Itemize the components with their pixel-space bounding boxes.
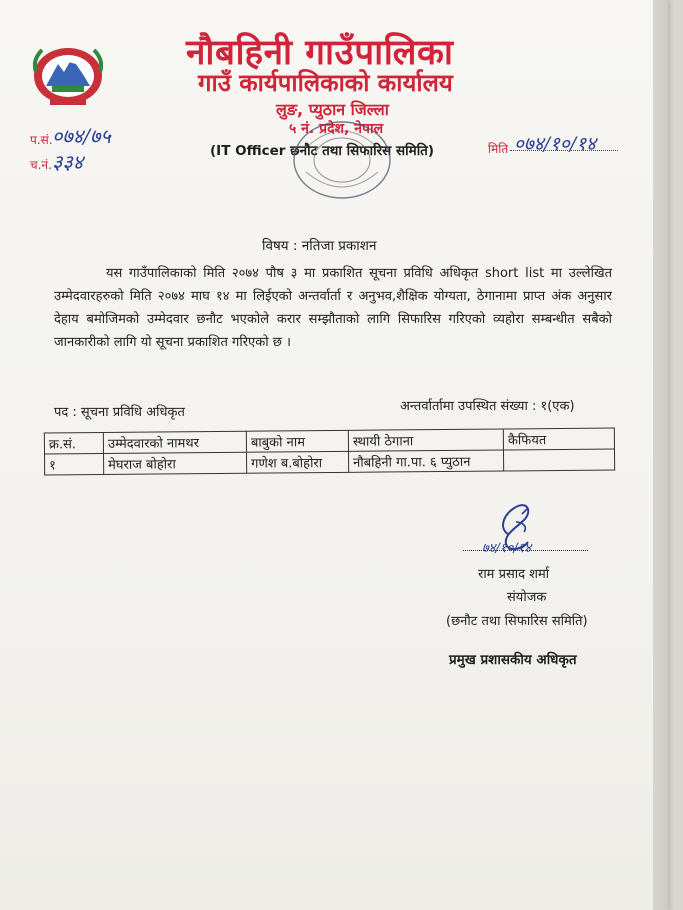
cell-address: नौबहिनी गा.पा. ६ प्युठान [348, 450, 503, 472]
signature-line [463, 550, 588, 551]
cell-remarks [503, 449, 614, 471]
office-address: लुङ, प्युठान जिल्ला [276, 100, 389, 119]
result-table [44, 428, 615, 476]
province-line: ५ नं. प्रदेश, नेपाल [289, 121, 384, 137]
signatory-role: संयोजक [507, 590, 547, 605]
attendance-line: अन्तर्वार्तामा उपस्थित संख्या : १(एक) [400, 399, 575, 414]
ps-label: प.सं. [30, 133, 53, 147]
date-underline [510, 150, 618, 151]
municipality-name: नौबहिनी गाउँपालिका [186, 33, 454, 73]
table-row [45, 449, 615, 475]
col-address: स्थायी ठेगाना [348, 429, 503, 451]
date-label: मिति [488, 142, 509, 156]
cn-value: ३३४ [52, 150, 84, 174]
subject-line: विषय : नतिजा प्रकाशन [262, 238, 377, 254]
signature-date: ७४/१०/१४ [482, 541, 532, 556]
cell-name: मेघराज बोहोरा [104, 452, 247, 474]
chief-officer: प्रमुख प्रशासकीय अधिकृत [449, 652, 577, 668]
signatory-name: राम प्रसाद शर्मा [478, 567, 550, 582]
ps-value: ०७४/७५ [52, 124, 111, 148]
signatory-committee: (छनौट तथा सिफारिस समिति) [446, 614, 588, 629]
cn-label: च.नं. [30, 158, 52, 172]
date-value: ०७४/१०/१४ [514, 133, 596, 155]
committee-title: (IT Officer छनौट तथा सिफारिस समिति) [210, 143, 435, 159]
col-sn: क्र.सं. [44, 432, 103, 454]
cell-father: गणेश ब.बोहोरा [247, 451, 349, 473]
cell-sn: १ [45, 453, 104, 475]
col-name: उम्मेदवारको नामथर [103, 431, 246, 453]
col-father: बाबुको नाम [246, 430, 348, 452]
office-stamp [268, 116, 408, 212]
paper-edge [653, 0, 668, 910]
post-line: पद : सूचना प्रविधि अधिकृत [54, 405, 185, 420]
nepal-emblem-icon [28, 42, 108, 108]
notice-body: यस गाउँपालिकाको मिति २०७४ पौष ३ मा प्रकाशित सूचना प्रविधि अधिकृत short list मा उल्लेखित उम्मेदवारहरुको मिति २०७४ माघ १४ मा लिईएको अन्तर्वार्ता र अनुभव,शैक्षिक योग्यता, ठेगानामा प्राप्त अंक अनुसार देहाय बमोजिमको उम्मेदवार छनौट भएकोले करार सम्झौताको लागि सिफारिस गरिएको व्यहोरा सम्बन्धीत सबैको जानकारीको लागि यो सूचना प्रकाशित गरिएको छ । [54, 266, 612, 350]
office-name: गाउँ कार्यपालिकाको कार्यालय [198, 69, 453, 97]
col-remarks: कैफियत [503, 428, 614, 450]
